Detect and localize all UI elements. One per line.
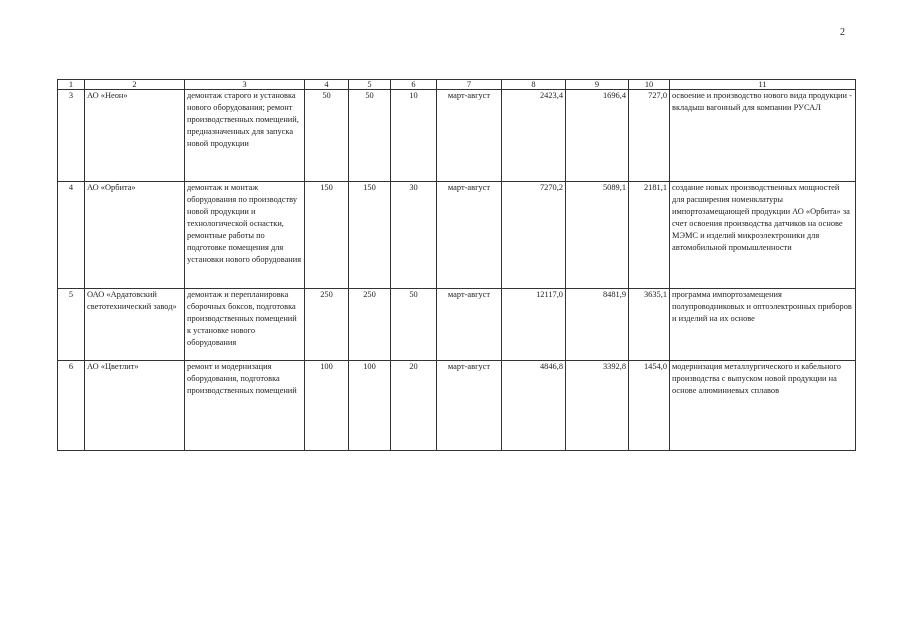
cell-value: 250 xyxy=(305,289,349,361)
table-row xyxy=(58,90,856,182)
column-header: 4 xyxy=(305,80,349,90)
row-number: 5 xyxy=(58,289,85,361)
cell-value: 50 xyxy=(391,289,437,361)
works-description: демонтаж и монтаж оборудования по производству новой продукции и технологической оснастки, ремонтные работы по подготовке помещения для установки нового оборудования xyxy=(185,182,305,289)
column-header: 7 xyxy=(437,80,502,90)
amount-rest: 3635,1 xyxy=(629,289,670,361)
period: март-август xyxy=(437,289,502,361)
period: март-август xyxy=(437,90,502,182)
goal-description: создание новых производственных мощностей для расширения номенклатуры импортозамещающей продукции АО «Орбита» за счет освоения производства датчиков на основе МЭМС и изделий микроэлектроники для автомобильной промышленности xyxy=(670,182,856,289)
program-table xyxy=(57,79,856,451)
amount-part: 8481,9 xyxy=(566,289,629,361)
column-header: 11 xyxy=(670,80,856,90)
column-header: 3 xyxy=(185,80,305,90)
table-row xyxy=(58,289,856,361)
company-name: ОАО «Ардатовский светотехнический завод» xyxy=(85,289,185,361)
cell-value: 10 xyxy=(391,90,437,182)
column-header: 6 xyxy=(391,80,437,90)
cell-value: 30 xyxy=(391,182,437,289)
cell-value: 150 xyxy=(349,182,391,289)
amount-total: 2423,4 xyxy=(502,90,566,182)
column-header: 1 xyxy=(58,80,85,90)
cell-value: 250 xyxy=(349,289,391,361)
amount-part: 1696,4 xyxy=(566,90,629,182)
company-name: АО «Цветлит» xyxy=(85,361,185,451)
header-row xyxy=(58,80,856,90)
row-number: 4 xyxy=(58,182,85,289)
goal-description: программа импортозамещения полупроводниковых и оптоэлектронных приборов и изделий на их основе xyxy=(670,289,856,361)
company-name: АО «Неон» xyxy=(85,90,185,182)
amount-total: 7270,2 xyxy=(502,182,566,289)
cell-value: 100 xyxy=(305,361,349,451)
goal-description: модернизация металлургического и кабельного производства с выпуском новой продукции на основе алюминиевых сплавов xyxy=(670,361,856,451)
column-header: 5 xyxy=(349,80,391,90)
works-description: ремонт и модернизация оборудования, подготовка производственных помещений xyxy=(185,361,305,451)
cell-value: 100 xyxy=(349,361,391,451)
works-description: демонтаж и перепланировка сборочных боксов, подготовка производственных помещений к установке нового оборудования xyxy=(185,289,305,361)
cell-value: 50 xyxy=(305,90,349,182)
column-header: 9 xyxy=(566,80,629,90)
column-header: 10 xyxy=(629,80,670,90)
amount-rest: 727,0 xyxy=(629,90,670,182)
amount-part: 3392,8 xyxy=(566,361,629,451)
amount-rest: 2181,1 xyxy=(629,182,670,289)
table-row xyxy=(58,182,856,289)
amount-part: 5089,1 xyxy=(566,182,629,289)
amount-total: 12117,0 xyxy=(502,289,566,361)
amount-rest: 1454,0 xyxy=(629,361,670,451)
period: март-август xyxy=(437,182,502,289)
row-number: 6 xyxy=(58,361,85,451)
goal-description: освоение и производство нового вида продукции - вкладыш вагонный для компании РУСАЛ xyxy=(670,90,856,182)
cell-value: 20 xyxy=(391,361,437,451)
table-row xyxy=(58,361,856,451)
column-header: 8 xyxy=(502,80,566,90)
cell-value: 150 xyxy=(305,182,349,289)
row-number: 3 xyxy=(58,90,85,182)
period: март-август xyxy=(437,361,502,451)
company-name: АО «Орбита» xyxy=(85,182,185,289)
cell-value: 50 xyxy=(349,90,391,182)
page-number: 2 xyxy=(840,27,845,38)
works-description: демонтаж старого и установка нового оборудования; ремонт производственных помещений, предназначенных для запуска новой продукции xyxy=(185,90,305,182)
column-header: 2 xyxy=(85,80,185,90)
amount-total: 4846,8 xyxy=(502,361,566,451)
